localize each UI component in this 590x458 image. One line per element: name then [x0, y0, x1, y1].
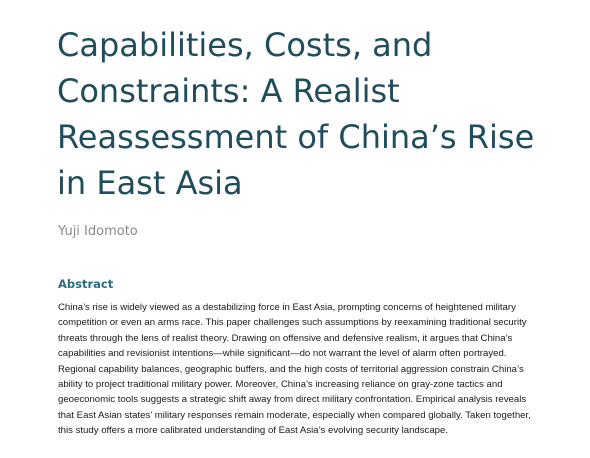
author-name: Yuji Idomoto [58, 224, 138, 239]
abstract-heading: Abstract [58, 277, 114, 291]
paper-title: Capabilities, Costs, and Constraints: A Realist Reassessment of China’s Rise in East Asia [57, 26, 535, 202]
abstract-text: China’s rise is widely viewed as a destabilizing force in East Asia, prompting concerns of heightened military competition or even an arms race. This paper challenges such assumptions by reexamining traditional security threats through the lens of realist theory. Drawing on offensive and defensive realism, it argues that China’s capabilities and revisionist intentions—while significant—do not warrant the level of alarm often portrayed. Regional capability balances, geographic buffers, and the high costs of territorial aggression constrain China’s ability to project traditional military power. Moreover, China’s increasing reliance on gray-zone tactics and geoeconomic tools suggests a strategic shift away from direct military confrontation. Empirical analysis reveals that East Asian states’ military responses remain moderate, especially when compared globally. Taken together, this study offers a more calibrated understanding of East Asia’s evolving security landscape. [58, 302, 531, 437]
